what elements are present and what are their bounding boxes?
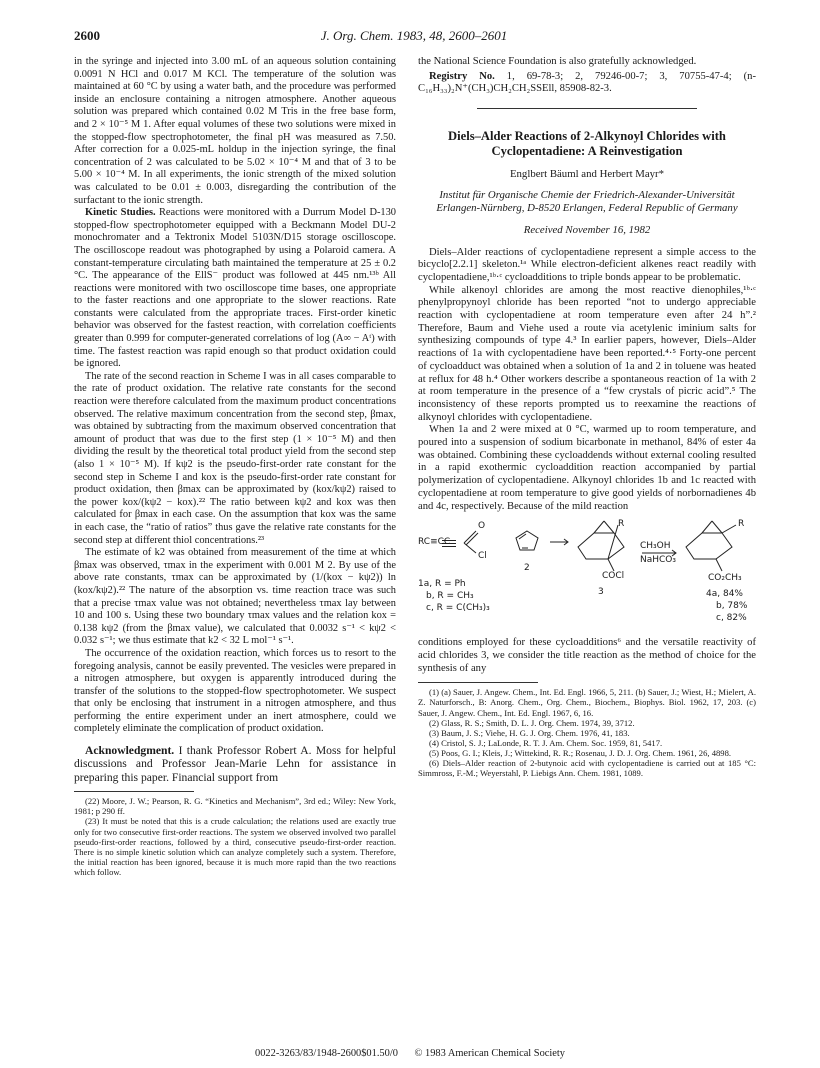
paragraph-k2-estimate: The estimate of k2 was obtained from measurement of the time at which βmax was observed, τmax in the experiment with 0.001 M 2. By use of the above rate constants, τmax can be approximated by (1/(kox − kψ2)) ln (kox/kψ2).²² The nature of the absorption vs. time reaction trace was such that a precise τmax value was not obtained; nevertheless τmax lay between 10 and 100 s. Using these two boundary τmax values and the relation kox = 0.138 kψ2 (from the βmax value), we calculated that 0.0032 s⁻¹ < kψ2 < 0.032 s⁻¹; we thus estimate that k2 < 32 L mol⁻¹ s⁻¹.: [74, 547, 396, 647]
acknowledgment: [74, 744, 396, 784]
acknowledgment-heading: Acknowledgment.: [85, 744, 175, 758]
footnote-22: (22) Moore, J. W.; Pearson, R. G. “Kinetics and Mechanism”, 3rd ed.; Wiley: New York, 1981; p 290 ff.: [74, 796, 396, 817]
author-affiliation: Institut für Organische Chemie der Friedrich-Alexander-Universität Erlangen-Nürnberg, D-8520 Erlangen, Federal Republic of Germany: [436, 188, 738, 214]
paragraph-second-reaction: The rate of the second reaction in Scheme I was in all cases comparable to the rate of product oxidation. The relative rate constants for the second reaction were therefore calculated from the maximum product concentrations observed. The relative maximum concentration from the second step, βmax, was obtained by subtracting from the maximum observed concentration that amount of product that was due to the first step (1 × 10⁻⁵ M) and then dividing the result by the theoretical total product yield from the second step (also 1 × 10⁻⁵ M). If kψ2 is the pseudo-first-order rate constant for the second step in Scheme I and kox is the pseudo-first-order rate constant for product oxidation, then βmax can be approximated by (kox/kψ2) raised to the power kox/(kψ2 − kox).²² The ratio between kψ2 and kox was then calculated for βmax in each case. On the assumption that kox was the same in each case, the “ratio of ratios” thus gave the relative rate constants for the second step at different thiol concentrations.²³: [74, 370, 396, 546]
cocl-label: COCl: [602, 571, 625, 582]
acyl-chloride-bond: [464, 543, 476, 553]
footnotes-right: [418, 687, 756, 778]
paragraph-background: While alkenoyl chlorides are among the most reactive dienophiles,¹ᵇ·ᶜ phenylpropynoyl chloride has been reported “not to undergo appreciable reaction with cyclopentadiene at room temperature even after 24 h”.² Therefore, Baum and Viehe used a route via acetylenic iminium salts for synthesizing compounds of type 4.³ In earlier papers, however, Diels–Alder reactions of 1a with cyclopentadiene have been reported.⁴·⁵ Forty-one percent of cycloadduct was obtained when a solution of 1a and 2 in toluene was heated at reflux for 48 h.⁴ Other workers describe a spontaneous reaction of 1a with 2 at room temperature in the presence of a “few crystals of picric acid”.⁵ The inconsistency of these reports prompted us to reexamine the reactions of alkynoyl chlorides with cyclopentadiene.: [418, 284, 756, 423]
reagent-formula: RC≡CC: [418, 537, 451, 548]
received-date: Received November 16, 1982: [523, 223, 651, 236]
yield-4c: c, 82%: [716, 613, 747, 624]
reaction-scheme: [418, 519, 756, 631]
paragraph-oxidation: The occurrence of the oxidation reaction, which forces us to resort to the foregoing analysis, cannot be easily prevented. The vesicles were prepared in a nitrogen atmosphere, but oxygen is apparently introduced during the transfer of the solutions to the stopped-flow spectrophotometer. We suspect that only be enclosing that instrument in a nitrogen atmosphere, and thus performing the entire experiment under an inert atmosphere, could we completely eliminate the complication of product oxidation.: [74, 647, 396, 735]
copyright-notice: © 1983 American Chemical Society: [414, 1048, 565, 1059]
footnote-rule: [74, 791, 194, 792]
article-title: Diels–Alder Reactions of 2-Alkynoyl Chlorides with Cyclopentadiene: A Reinvestigation: [448, 129, 726, 159]
diene-bond: [519, 534, 526, 539]
paragraph-conclusion: conditions employed for these cycloadditions⁶ and the versatile reactivity of acid chlorides 3, we consider the title reaction as the method of choice for the synthesis of any: [418, 637, 756, 674]
footnote-1: (1) (a) Sauer, J. Angew. Chem., Int. Ed. Engl. 1966, 5, 211. (b) Sauer, J.; Wiest, H.; Mielert, A. Z. Naturforsch., B: Anorg. Chem., Org. Chem., Biochem., Biophys. Biol. 1962, 17, 203. (c) Sauer, J. Angew. Chem., Int. Ed. Engl. 1967, 6, 16.: [418, 687, 756, 718]
yield-4b: b, 78%: [716, 601, 748, 612]
footnote-rule-right: [418, 682, 538, 683]
footnote-2: (2) Glass, R. S.; Smith, D. L. J. Org. Chem. 1974, 39, 3712.: [429, 717, 635, 728]
compound-3-label: 3: [598, 587, 604, 598]
compound-2-label: 2: [524, 563, 530, 574]
cocl-bond-3: [608, 559, 614, 571]
acknowledgment-text: I thank Professor Robert A. Moss for helpful discussions and Professor Jean-Marie Lehn for assistance in preparing this paper. Financial support from: [74, 744, 396, 784]
registry-text: 1, 69-78-3; 2, 79246-00-7; 3, 70755-47-4; (n-C₁₆H₃₃)₂N⁺(CH₃)CH₂CH₂SSEll, 85908-82-3.: [418, 70, 756, 95]
norbornadiene-4-frame: [686, 533, 732, 559]
footnote-5: (5) Poos, G. I.; Kleis, J.; Wittekind, R. R.; Rosenau, J. D. J. Org. Chem. 1961, 26, 4898.: [429, 747, 732, 758]
article-code: 0022-3263/83/1948-2600$01.50/0: [255, 1048, 398, 1059]
substituent-r-bond-4: [722, 525, 736, 533]
paragraph-intro: Diels–Alder reactions of cyclopentadiene represent a simple access to the bicyclo[2.2.1] skeleton.¹ᵃ While electron-deficient alkenes react readily with cyclopentadiene,¹ᵇ·ᶜ cycloadditions to triple bonds appear to be problematic.: [418, 246, 756, 283]
footnotes-left: [74, 796, 396, 877]
paragraph-kinetic-studies: [74, 207, 396, 371]
reaction-scheme-graphic: [418, 519, 756, 631]
footnote-3: (3) Baum, J. S.; Viehe, H. G. J. Org. Chem. 1976, 41, 183.: [429, 727, 630, 738]
oxygen-label: O: [478, 521, 486, 532]
right-column: [418, 56, 756, 778]
chlorine-label: Cl: [478, 551, 487, 562]
journal-citation: J. Org. Chem. 1983, 48, 2600–2601: [320, 28, 508, 43]
paragraph-nsf: the National Science Foundation is also gratefully acknowledged.: [418, 56, 697, 67]
left-column: [74, 56, 396, 877]
paragraph-results: When 1a and 2 were mixed at 0 °C, warmed up to room temperature, and poured into a suspension of sodium bicarbonate in methanol, 84% of ester 4a was obtained. Combining these cycloaddends without external cooling resulted in a rapid exothermic cycloaddition reaction accompanied by partial polymerization of cyclopentadiene. Alkynoyl chlorides 1b and 1c reacted with cyclopentadiene at room temperature to give good yields of norbornadienes 4b and 4c, respectively. Because of the mild reaction: [418, 424, 756, 512]
compound-1c-label: c, R = C(CH₃)₃: [426, 603, 490, 614]
substituent-r-bond-3: [608, 525, 618, 559]
bridge-3b: [604, 521, 614, 533]
kinetic-studies-text: Reactions were monitored with a Durrum Model D-130 stopped-flow spectrophotometer equipped with a Beckmann Model DU-2 monochromater and a Tektronix Model 5103N/D15 storage oscilloscope. The oscilloscope readout was photographed by using a Polaroid camera. A constant-temperature circulating bath maintained the temperature at 25 ± 0.2 °C. The appearance of the EllS⁻ product was followed at 445 nm.¹³ᵇ All reactions were monitored with two oscilloscope time bases, one appropriate to the faster reactions and one appropriate to the slower reactions. Rate constants were calculated from the appropriate traces. First-order kinetic behavior was observed for the fastest reaction, with correlation coefficients greater than 0.999 for computer-generated correlations of log (A∞ − Aᵗ) with time. The fastest reaction was rapid enough so that product oxidation could be ignored.: [74, 207, 396, 370]
ester-label: CO₂CH₃: [708, 573, 742, 584]
footnote-23: (23) It must be noted that this is a crude calculation; the relations used are exactly true only for two consecutive first-order reactions. The system we observed involved two parallel pseudo-first-order reactions, followed by a third, consecutive pseudo-first-order reaction. There is no simple kinetic solution which can analyze completely such a system. Therefore, the initial reaction has been ignored, because it is much more rapid than the two reactions which follow.: [74, 816, 396, 877]
article-authors: Englbert Bäuml and Herbert Mayr*: [509, 168, 665, 181]
page-number: 2600: [74, 28, 100, 43]
registry-heading: Registry No.: [429, 70, 495, 82]
cyclopentadiene-ring: [516, 531, 538, 550]
footnote-6: (6) Diels–Alder reaction of 2-butynoic acid with cyclopentadiene is carried out at 185 °C: Simmross, F.-M.; Weyerstahl, P. Liebigs Ann. Chem. 1981, 1089.: [418, 758, 756, 779]
page-footer: [0, 1048, 820, 1059]
condition-methanol: CH₃OH: [640, 541, 671, 552]
registry-numbers: [418, 71, 756, 96]
bridge-4a: [702, 521, 712, 533]
page-header: [74, 28, 754, 46]
yield-4a: 4a, 84%: [706, 589, 743, 600]
compound-1a-label: 1a, R = Ph: [418, 579, 466, 590]
ester-bond-4: [716, 559, 722, 571]
norbornadiene-3-frame: [578, 533, 624, 559]
footnote-4: (4) Cristol, S. J.; LaLonde, R. T. J. Am. Chem. Soc. 1959, 81, 5417.: [429, 737, 663, 748]
r-group-3: R: [618, 519, 625, 530]
bridge-4b: [712, 521, 722, 533]
compound-1b-label: b, R = CH₃: [426, 591, 474, 602]
condition-bicarbonate: NaHCO₃: [640, 555, 676, 566]
article-separator: [477, 108, 697, 109]
r-group-4: R: [738, 519, 745, 530]
bridge-3a: [594, 521, 604, 533]
kinetic-studies-heading: Kinetic Studies.: [85, 207, 156, 219]
paragraph-procedure: in the syringe and injected into 3.00 mL of an aqueous solution containing 0.0091 N HCl and 0.017 M KCl. The temperature of the solution was maintained at 60 °C by using a water bath, and the procedure was performed inside an enclosure containing a nitrogen atmosphere. Another aqueous solution was prepared which contained 0.02 M Tris in the free base form, and 2 × 10⁻⁵ M 1. After equal volumes of these two solutions were mixed in the stopped-flow spectrophotometer, the final pH was measured as 7.50. After correction for a 0.025-mL holdup in the injection syringe, the final concentration of 2 was calculated to be 5.02 × 10⁻⁴ M and that of 3 to be 5.00 × 10⁻⁴ M. In all experiments, the ionic strength of the mixed solution was calculated to be 0.01 ± 0.003, disregarding the contribution of the surfactant to the ionic strength.: [74, 56, 396, 206]
